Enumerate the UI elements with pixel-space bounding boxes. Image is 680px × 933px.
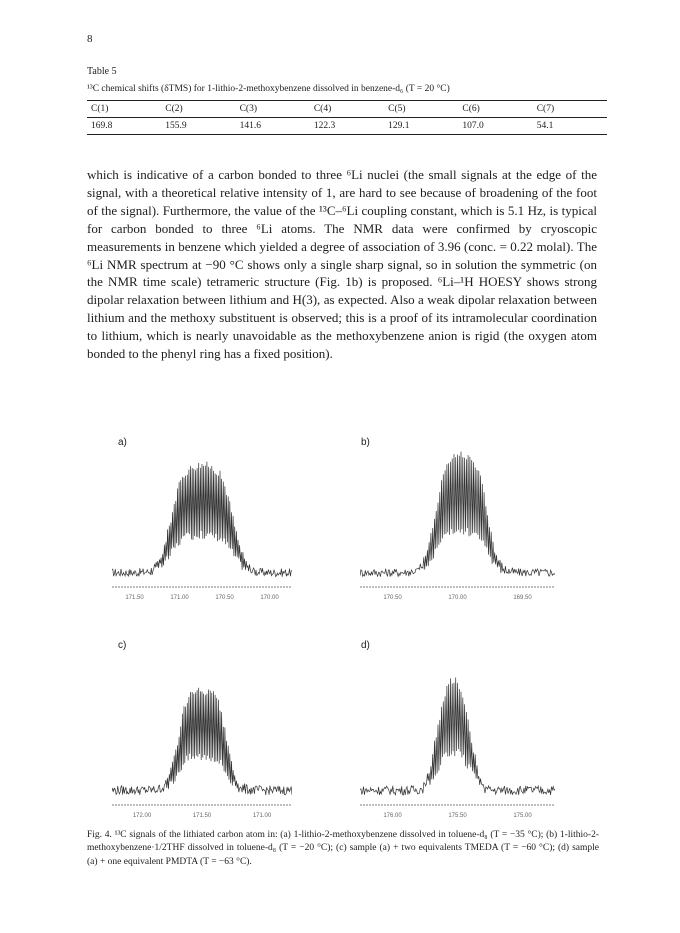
column-header: C(4) xyxy=(313,104,332,114)
table-label: Table 5 xyxy=(87,66,117,77)
panel-label-d: d) xyxy=(361,640,370,651)
axis-tick-label: 170.00 xyxy=(260,595,279,601)
table-row xyxy=(87,118,607,135)
column-header: C(6) xyxy=(462,104,480,114)
table-cell: 141.6 xyxy=(239,121,261,131)
spectrum-trace xyxy=(112,688,292,795)
column-header: C(5) xyxy=(388,104,406,114)
table-header-row xyxy=(87,101,607,118)
spectrum-trace xyxy=(112,462,292,577)
axis-tick-label: 171.00 xyxy=(252,813,272,819)
axis-tick-label: 170.50 xyxy=(383,595,402,601)
panel-label-a: a) xyxy=(118,437,127,448)
axis-tick-label: 170.00 xyxy=(448,595,467,601)
axis-tick-label: 171.50 xyxy=(192,813,212,819)
table-cell: 122.3 xyxy=(313,121,336,131)
chemical-shift-table xyxy=(87,100,607,135)
table-cell: 169.8 xyxy=(91,121,113,131)
axis-tick-label: 176.00 xyxy=(383,813,402,819)
axis-tick-label: 171.50 xyxy=(125,595,144,601)
table-cell: 107.0 xyxy=(462,121,484,131)
axis-tick-label: 170.50 xyxy=(215,595,234,601)
panel-label-b: b) xyxy=(361,437,370,448)
column-header: C(7) xyxy=(536,104,555,114)
spectrum-a xyxy=(112,445,292,605)
spectrum-trace xyxy=(360,678,555,796)
body-paragraph: which is indicative of a carbon bonded to three ⁶Li nuclei (the small signals at the edge of the signal, with a theoretical relative intensity of 1, are hard to see because of broadening of the foot of the signal). Furthermore, the value of the ¹³C–⁶Li coupling constant, which is 5.1 Hz, is typical for carbon bonded to three ⁶Li atoms. The NMR data were confirmed by cryoscopic measurements in benzene which yielded a degree of association of 3.96 (conc. = 0.22 molal). The ⁶Li NMR spectrum at −90 °C shows only a single sharp signal, so in solution the symmetric (on the NMR time scale) tetrameric structure (Fig. 1b) is proposed. ⁶Li–¹H HOESY shows strong dipolar relaxation between lithium and H(3), as expected. Also a weak dipolar relaxation between lithium and the methoxy substituent is observed; this is a proof of its intramolecular coordination to lithium, which is nearly unavoidable as the methoxybenzene anion is rigid (the oxygen atom bonded to the phenyl ring has a fixed position). xyxy=(87,167,597,362)
spectrum-c xyxy=(112,648,292,823)
axis-tick-label: 171.00 xyxy=(170,595,189,601)
page-number: 8 xyxy=(87,33,93,45)
spectrum-trace xyxy=(360,452,555,577)
axis-tick-label: 169.50 xyxy=(513,595,532,601)
axis-tick-label: 175.50 xyxy=(448,813,467,819)
spectrum-d xyxy=(360,648,555,823)
table-cell: 54.1 xyxy=(536,121,554,131)
axis-tick-label: 172.00 xyxy=(132,813,152,819)
column-header: C(3) xyxy=(239,104,257,114)
spectrum-b xyxy=(360,445,555,605)
axis-tick-label: 175.00 xyxy=(513,813,532,819)
table-caption: ¹³C chemical shifts (δTMS) for 1-lithio-2-methoxybenzene dissolved in benzene-d₆ (T = 20 °C) xyxy=(87,84,450,94)
table-cell: 155.9 xyxy=(165,121,187,131)
column-header: C(1) xyxy=(91,104,109,114)
figure-caption: Fig. 4. ¹³C signals of the lithiated carbon atom in: (a) 1-lithio-2-methoxybenzene dissolved in toluene-d₈ (T = −35 °C); (b) 1-lithio-2-methoxybenzene·1/2THF dissolved in toluene-d₈ (T = −20 °C); (c) sample (a) + two equivalents TMEDA (T = −60 °C); (d) sample (a) + one equivalent PMDTA (T = −63 °C). xyxy=(87,830,599,867)
panel-label-c: c) xyxy=(118,640,127,651)
table-cell: 129.1 xyxy=(388,121,410,131)
column-header: C(2) xyxy=(165,104,183,114)
